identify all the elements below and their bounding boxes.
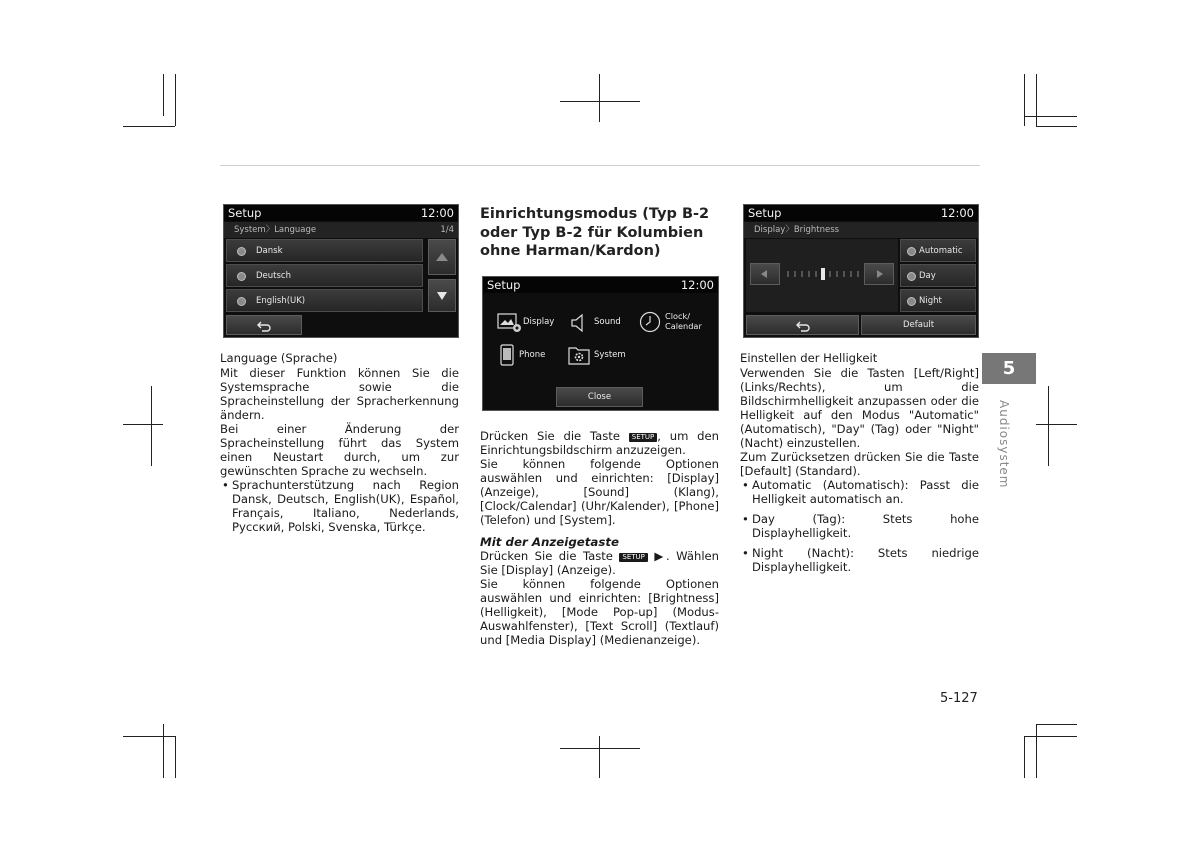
radio-icon <box>237 272 246 281</box>
option-label: Deutsch <box>256 271 291 281</box>
radio-icon <box>907 247 916 256</box>
breadcrumb-text: Display〉Brightness <box>754 225 840 235</box>
chapter-tab: 5 <box>982 353 1036 384</box>
screen-title-bar <box>224 205 458 221</box>
screen-title: Setup <box>228 206 262 220</box>
menu-label: Phone <box>519 350 546 360</box>
option-label: English(UK) <box>256 296 306 306</box>
language-screen <box>223 204 459 338</box>
screen-title: Setup <box>487 278 521 292</box>
chevron-down-icon <box>437 292 447 300</box>
radio-icon <box>237 247 246 256</box>
bullet-text: Automatic (Automatisch): Passt die Helligkeit automatisch an. <box>752 478 979 506</box>
header-rule <box>220 165 980 166</box>
menu-item-display[interactable] <box>497 312 557 334</box>
screen-clock: 12:00 <box>420 206 454 220</box>
breadcrumb-text: System〉Language <box>234 225 317 235</box>
radio-icon <box>237 297 246 306</box>
phone-icon <box>499 344 515 366</box>
section-heading: Language (Sprache) <box>220 351 338 365</box>
setup-key-icon: SETUP <box>619 553 648 562</box>
screen-title: Setup <box>748 206 782 220</box>
bullet-item: • Sprachunterstützung nach Region Dansk, Deutsch, English(UK), Español, Français, Italiano, Nederlands, Pусский, Polski, Svenska, Türkçe. <box>222 478 459 534</box>
screen-title-bar <box>744 205 978 221</box>
bullet-item: • Night (Nacht): Stets niedrige Displayhelligkeit. <box>742 546 979 574</box>
menu-item-sound[interactable] <box>569 312 629 334</box>
arrow-right-icon <box>875 270 883 278</box>
section-heading: Einstellen der Helligkeit <box>740 351 878 365</box>
option-label: Day <box>919 271 936 281</box>
chapter-label: Audiosystem <box>997 400 1011 489</box>
mode-option-day[interactable] <box>900 264 976 287</box>
radio-icon <box>907 272 916 281</box>
text: ▶. Wählen Sie [Display] (Anzeige). <box>480 549 720 577</box>
page-indicator: 1/4 <box>440 225 454 235</box>
brightness-slider[interactable] <box>786 267 861 281</box>
paragraph: Bei einer Änderung der Spracheinstellung führt das System einen Neustart durch, um zur gewünschten Sprache zu wechseln. <box>220 422 459 478</box>
screen-title-bar <box>483 277 718 293</box>
menu-item-clock-calendar[interactable] <box>639 310 717 334</box>
menu-label: System <box>594 350 626 360</box>
option-label: Dansk <box>256 246 283 256</box>
breadcrumb <box>744 222 978 238</box>
language-option-dansk[interactable] <box>226 239 423 262</box>
section-heading: Einrichtungsmodus (Typ B-2 oder Typ B-2 für Kolumbien ohne Harman/Kardon) <box>480 206 710 259</box>
breadcrumb <box>224 222 458 238</box>
brightness-screen <box>743 204 979 338</box>
right-column <box>740 351 979 574</box>
paragraph <box>480 549 719 577</box>
middle-heading-block <box>480 205 720 261</box>
screen-clock: 12:00 <box>940 206 974 220</box>
clock-icon <box>639 311 661 333</box>
left-column <box>220 351 459 534</box>
subheading: Mit der Anzeigetaste <box>480 535 620 549</box>
menu-label: Display <box>523 317 555 327</box>
option-label: Automatic <box>919 246 963 256</box>
menu-label: Clock/ Calendar <box>665 311 702 331</box>
scroll-up-button[interactable] <box>428 239 456 275</box>
paragraph: Mit dieser Funktion können Sie die Systemsprache sowie die Spracheinstellung der Spracherkennung ändern. <box>220 366 459 422</box>
setup-key-icon: SETUP <box>629 433 658 442</box>
speaker-icon <box>569 312 587 334</box>
brightness-right-button[interactable] <box>864 263 894 285</box>
bullet-item: • Day (Tag): Stets hohe Displayhelligkeit. <box>742 512 979 540</box>
back-arrow-icon <box>257 320 271 332</box>
page-number: 5-127 <box>940 691 978 706</box>
back-arrow-icon <box>796 320 810 332</box>
brightness-panel <box>746 239 898 312</box>
mode-option-automatic[interactable] <box>900 239 976 262</box>
back-button[interactable] <box>746 315 859 335</box>
radio-icon <box>907 297 916 306</box>
setup-screen <box>482 276 719 411</box>
paragraph: Sie können folgende Optionen auswählen und einrichten: [Brightness] (Helligkeit), [Mode Pop-up] (Modus-Auswahlfenster), [Text Scroll] (Textlauf) und [Media Display] (Medienanzeige). <box>480 577 719 647</box>
brightness-left-button[interactable] <box>750 263 780 285</box>
default-button[interactable]: Default <box>861 315 976 335</box>
screen-clock: 12:00 <box>680 278 714 292</box>
middle-column <box>480 429 719 647</box>
system-gear-icon <box>568 345 590 365</box>
menu-item-system[interactable] <box>568 344 638 366</box>
language-option-deutsch[interactable] <box>226 264 423 287</box>
chevron-up-icon <box>436 253 448 261</box>
paragraph: Zum Zurücksetzen drücken Sie die Taste [Default] (Standard). <box>740 450 979 478</box>
text: Drücken Sie die Taste <box>480 549 613 563</box>
paragraph <box>480 429 719 457</box>
mode-option-night[interactable] <box>900 289 976 312</box>
language-option-english-uk[interactable] <box>226 289 423 312</box>
scroll-down-button[interactable] <box>428 279 456 312</box>
arrow-left-icon <box>761 270 769 278</box>
close-button[interactable]: Close <box>556 387 643 407</box>
text: Drücken Sie die Taste <box>480 429 620 443</box>
bullet-text: Day (Tag): Stets hohe Displayhelligkeit. <box>752 512 979 540</box>
option-label: Night <box>919 296 942 306</box>
bullet-text: Sprachunterstützung nach Region Dansk, Deutsch, English(UK), Español, Français, Italiano, Nederlands, Pусский, Polski, Svenska, Türkçe. <box>232 478 459 534</box>
back-button[interactable] <box>226 315 302 335</box>
display-icon <box>497 312 523 334</box>
bullet-item: • Automatic (Automatisch): Passt die Helligkeit automatisch an. <box>742 478 979 506</box>
paragraph: Verwenden Sie die Tasten [Left/Right] (Links/Rechts), um die Bildschirmhelligkeit anzupassen oder die Helligkeit auf den Modus "Automatic" (Automatisch), "Day" (Tag) oder "Night" (Nacht) einzustellen. <box>740 366 979 450</box>
paragraph: Sie können folgende Optionen auswählen und einrichten: [Display] (Anzeige), [Sound] (Klang), [Clock/Calendar] (Uhr/Kalender), [Phone] (Telefon) und [System]. <box>480 457 719 527</box>
menu-label: Sound <box>594 317 621 327</box>
bullet-text: Night (Nacht): Stets niedrige Displayhelligkeit. <box>752 546 979 574</box>
text: , um den Einrichtungsbildschirm anzuzeigen. <box>480 429 720 457</box>
menu-item-phone[interactable] <box>499 344 559 366</box>
